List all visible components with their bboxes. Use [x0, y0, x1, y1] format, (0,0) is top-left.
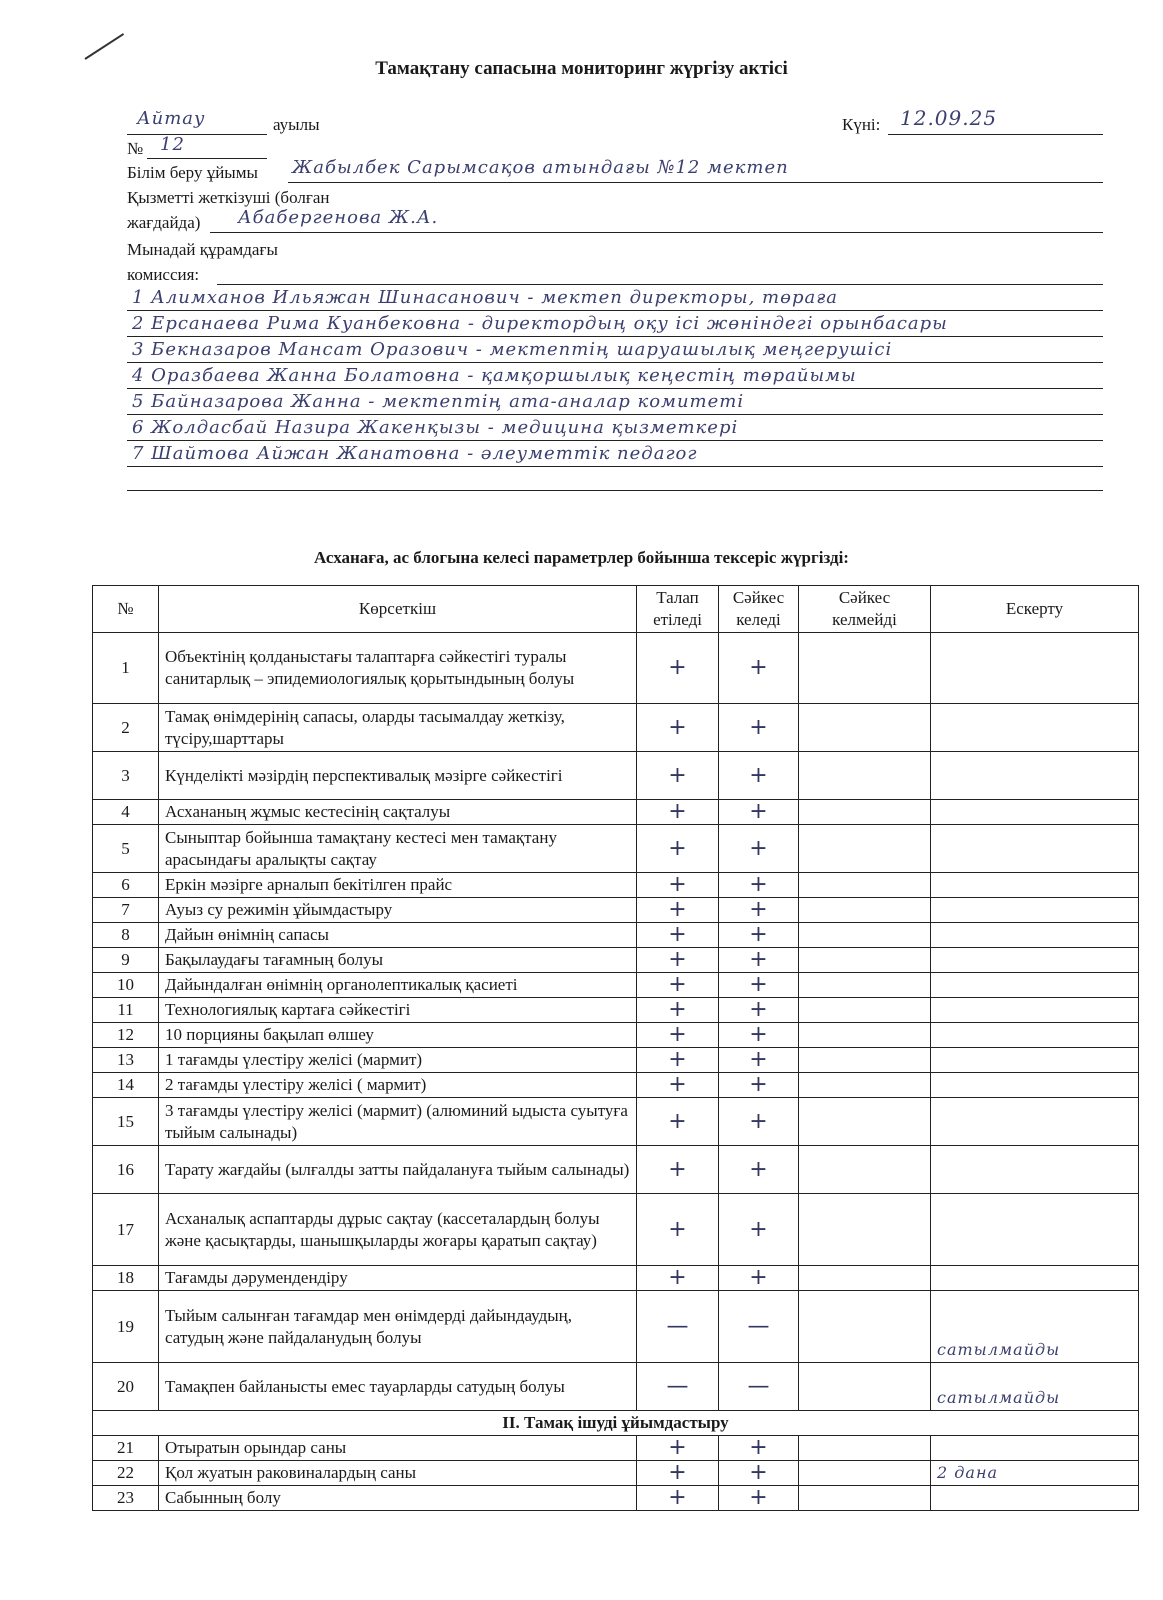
check-mark: + [719, 948, 799, 973]
check-mark: + [719, 898, 799, 923]
provider-underline [210, 232, 1103, 233]
check-mark [799, 1194, 931, 1266]
indicator-text: 10 порцияны бақылап өлшеу [159, 1023, 637, 1048]
check-mark [799, 1436, 931, 1461]
indicator-text: Күнделікті мәзірдің перспективалық мәзірге сәйкестігі [159, 752, 637, 800]
note-cell [931, 1266, 1139, 1291]
col-header-required [637, 586, 719, 633]
indicator-text: 3 тағамды үлестіру желісі (мармит) (алюминий ыдыста суытуға тыйым салынады) [159, 1098, 637, 1146]
village-label: ауылы [273, 115, 320, 134]
note-cell [931, 1436, 1139, 1461]
table-row [93, 1486, 1139, 1511]
row-number: 9 [93, 948, 159, 973]
check-mark [799, 1073, 931, 1098]
col-header-note: Ескерту [931, 586, 1139, 633]
section2-title: II. Тамақ ішуді ұйымдастыру [93, 1411, 1139, 1436]
check-mark: + [637, 1146, 719, 1194]
check-mark: + [719, 1486, 799, 1511]
row-number: 20 [93, 1363, 159, 1411]
check-mark: + [719, 1461, 799, 1486]
col-header-num: № [93, 586, 159, 633]
number-label: № [127, 139, 144, 158]
inspection-table [92, 585, 1139, 1511]
indicator-text: Отыратын орындар саны [159, 1436, 637, 1461]
table-row [93, 1098, 1139, 1146]
check-mark: + [719, 633, 799, 704]
row-number: 5 [93, 825, 159, 873]
table-row [93, 704, 1139, 752]
village-underline [127, 134, 267, 135]
table-row [93, 752, 1139, 800]
col-header-text: Сәйкес [838, 588, 891, 607]
check-mark [799, 1363, 931, 1411]
row-number: 8 [93, 923, 159, 948]
check-mark: + [719, 1023, 799, 1048]
check-mark [799, 1048, 931, 1073]
indicator-text: Қол жуатын раковиналардың саны [159, 1461, 637, 1486]
commission-line [127, 310, 1103, 311]
indicator-text: Тағамды дәрумендендіру [159, 1266, 637, 1291]
check-mark [799, 825, 931, 873]
check-mark: + [719, 825, 799, 873]
check-mark: + [719, 1098, 799, 1146]
check-mark: + [637, 948, 719, 973]
check-mark: + [719, 1146, 799, 1194]
indicator-text: Тарату жағдайы (ылғалды затты пайдалануға тыйым салынады) [159, 1146, 637, 1194]
note-cell [931, 1073, 1139, 1098]
check-mark [799, 1146, 931, 1194]
col-header-text: Сәйкес [732, 588, 785, 607]
col-header-noncompliant [799, 586, 931, 633]
check-mark: + [637, 873, 719, 898]
org-label: Білім беру ұйымы [127, 163, 258, 182]
commission-underline [217, 284, 1103, 285]
row-number: 6 [93, 873, 159, 898]
check-mark [799, 800, 931, 825]
table-header-row [93, 586, 1139, 633]
check-mark: + [637, 1023, 719, 1048]
document-title: Тамақтану сапасына мониторинг жүргізу актісі [375, 58, 788, 79]
check-mark [799, 973, 931, 998]
table-row [93, 998, 1139, 1023]
row-number: 3 [93, 752, 159, 800]
indicator-text: Ауыз су режимін ұйымдастыру [159, 898, 637, 923]
check-mark [799, 752, 931, 800]
note-cell [931, 898, 1139, 923]
table-row [93, 873, 1139, 898]
check-mark: + [637, 1194, 719, 1266]
col-header-text: келмейді [832, 610, 897, 629]
row-number: 16 [93, 1146, 159, 1194]
commission-line [127, 466, 1103, 467]
check-mark [799, 704, 931, 752]
row-number: 4 [93, 800, 159, 825]
note-cell [931, 633, 1139, 704]
row-number: 19 [93, 1291, 159, 1363]
row-number: 10 [93, 973, 159, 998]
check-mark: + [637, 1073, 719, 1098]
check-mark: + [719, 973, 799, 998]
check-mark: + [719, 998, 799, 1023]
commission-line [127, 388, 1103, 389]
col-header-text: келеді [736, 610, 781, 629]
check-mark: + [637, 752, 719, 800]
row-number: 23 [93, 1486, 159, 1511]
commission-label-line1: Мынадай құрамдағы [127, 240, 278, 259]
check-mark: + [637, 825, 719, 873]
table-row [93, 898, 1139, 923]
check-mark: + [637, 998, 719, 1023]
table-row [93, 1194, 1139, 1266]
indicator-text: Технологиялық картаға сәйкестігі [159, 998, 637, 1023]
note-cell [931, 873, 1139, 898]
note-cell [931, 1146, 1139, 1194]
org-underline [288, 182, 1103, 183]
note-cell [931, 973, 1139, 998]
row-number: 22 [93, 1461, 159, 1486]
check-mark: + [637, 1486, 719, 1511]
table-row [93, 1363, 1139, 1411]
check-mark [799, 948, 931, 973]
commission-line [127, 362, 1103, 363]
commission-member: 2 Ерсанаева Рима Куанбековна - директордың оқу ісі жөніндегі орынбасары [132, 313, 948, 334]
commission-line [127, 440, 1103, 441]
row-number: 17 [93, 1194, 159, 1266]
commission-line [127, 414, 1103, 415]
indicator-text: Тамақпен байланысты емес тауарларды сатудың болуы [159, 1363, 637, 1411]
check-mark [799, 633, 931, 704]
check-mark: + [719, 1073, 799, 1098]
check-mark: + [637, 1266, 719, 1291]
check-mark: + [719, 1194, 799, 1266]
pen-stroke-mark [84, 33, 124, 60]
indicator-text: Дайындалған өнімнің органолептикалық қасиеті [159, 973, 637, 998]
col-header-compliant [719, 586, 799, 633]
row-number: 2 [93, 704, 159, 752]
indicator-text: Сыныптар бойынша тамақтану кестесі мен тамақтану арасындағы аралықты сақтау [159, 825, 637, 873]
check-mark: + [637, 800, 719, 825]
check-mark: + [637, 1461, 719, 1486]
note-cell [931, 948, 1139, 973]
indicator-text: Асхананың жұмыс кестесінің сақталуы [159, 800, 637, 825]
check-mark: + [637, 633, 719, 704]
table-row [93, 1073, 1139, 1098]
check-mark [799, 1461, 931, 1486]
commission-label-line2: комиссия: [127, 265, 200, 284]
commission-member: 3 Бекназаров Мансат Оразович - мектептің шаруашылық меңгерушісі [132, 339, 893, 360]
note-cell [931, 1048, 1139, 1073]
table-row [93, 1023, 1139, 1048]
check-mark: + [637, 923, 719, 948]
commission-member: 4 Оразбаева Жанна Болатовна - қамқоршылық кеңестің төрайымы [132, 365, 857, 386]
table-row [93, 825, 1139, 873]
provider-label-line2: жағдайда) [127, 213, 201, 232]
table-row [93, 633, 1139, 704]
check-mark [799, 1023, 931, 1048]
col-header-text: Талап [656, 588, 699, 607]
note-cell: сатылмайды [931, 1291, 1139, 1363]
provider-value: Абабергенова Ж.А. [238, 207, 439, 228]
note-cell: 2 дана [931, 1461, 1139, 1486]
check-mark: + [719, 873, 799, 898]
check-mark: — [719, 1291, 799, 1363]
date-label: Күні: [842, 115, 881, 134]
check-mark [799, 898, 931, 923]
check-mark [799, 998, 931, 1023]
table-row [93, 1461, 1139, 1486]
check-mark: + [719, 752, 799, 800]
village-value: Айтау [137, 108, 206, 129]
note-cell [931, 998, 1139, 1023]
section2-header-row [93, 1411, 1139, 1436]
org-value: Жабылбек Сарымсақов атындағы №12 мектеп [292, 157, 789, 178]
commission-line [127, 336, 1103, 337]
indicator-text: Объектінің қолданыстағы талаптарға сәйкестігі туралы санитарлық – эпидемиологиялық қорытындының болуы [159, 633, 637, 704]
indicator-text: Тыйым салынған тағамдар мен өнімдерді дайындаудың, сатудың және пайдаланудың болуы [159, 1291, 637, 1363]
row-number: 11 [93, 998, 159, 1023]
check-mark: — [637, 1291, 719, 1363]
check-mark: + [719, 1436, 799, 1461]
check-mark: — [637, 1363, 719, 1411]
note-cell [931, 825, 1139, 873]
row-number: 18 [93, 1266, 159, 1291]
table-row [93, 973, 1139, 998]
check-mark: + [719, 704, 799, 752]
table-row [93, 1291, 1139, 1363]
commission-member: 7 Шайтова Айжан Жанатовна - әлеуметтік педагог [132, 443, 698, 464]
row-number: 12 [93, 1023, 159, 1048]
check-mark [799, 1486, 931, 1511]
commission-member: 1 Алимханов Ильяжан Шинасанович - мектеп директоры, төраға [132, 287, 839, 308]
check-mark: + [719, 800, 799, 825]
row-number: 7 [93, 898, 159, 923]
check-mark [799, 923, 931, 948]
commission-member: 5 Байназарова Жанна - мектептің ата-аналар комитеті [132, 391, 745, 412]
row-number: 15 [93, 1098, 159, 1146]
note-cell [931, 1023, 1139, 1048]
check-mark: + [637, 898, 719, 923]
check-mark [799, 1291, 931, 1363]
note-cell [931, 1486, 1139, 1511]
check-mark: + [637, 1048, 719, 1073]
indicator-text: Сабынның болу [159, 1486, 637, 1511]
table-row [93, 1146, 1139, 1194]
table-row [93, 800, 1139, 825]
note-cell [931, 923, 1139, 948]
col-header-indicator: Көрсеткіш [159, 586, 637, 633]
note-cell [931, 752, 1139, 800]
date-underline [888, 134, 1103, 135]
section-title: Асханаға, ас блогына келесі параметрлер бойынша тексеріс жүргізді: [314, 548, 849, 567]
commission-member: 6 Жолдасбай Назира Жакенқызы - медицина қызметкері [132, 417, 739, 438]
note-cell [931, 1194, 1139, 1266]
check-mark: + [637, 1098, 719, 1146]
note-cell: сатылмайды [931, 1363, 1139, 1411]
table-row [93, 1048, 1139, 1073]
date-value: 12.09.25 [900, 106, 998, 130]
check-mark [799, 873, 931, 898]
indicator-text: Еркін мәзірге арналып бекітілген прайс [159, 873, 637, 898]
check-mark: + [637, 1436, 719, 1461]
indicator-text: Тамақ өнімдерінің сапасы, оларды тасымалдау жеткізу, түсіру,шарттары [159, 704, 637, 752]
note-cell [931, 1098, 1139, 1146]
table-row [93, 1266, 1139, 1291]
table-row [93, 923, 1139, 948]
indicator-text: Асханалық аспаптарды дұрыс сақтау (кассеталардың болуы және қасықтарды, шанышқыларды жоғары қаратып сақтау) [159, 1194, 637, 1266]
check-mark: + [637, 704, 719, 752]
number-value: 12 [160, 134, 185, 155]
note-cell [931, 800, 1139, 825]
table-row [93, 948, 1139, 973]
check-mark: + [719, 1266, 799, 1291]
check-mark: — [719, 1363, 799, 1411]
check-mark: + [637, 973, 719, 998]
row-number: 13 [93, 1048, 159, 1073]
note-cell [931, 704, 1139, 752]
check-mark [799, 1266, 931, 1291]
indicator-text: Бақылаудағы тағамның болуы [159, 948, 637, 973]
number-underline [147, 158, 267, 159]
commission-line-empty [127, 490, 1103, 491]
provider-label-line1: Қызметті жеткізуші (болған [127, 188, 330, 207]
check-mark: + [719, 1048, 799, 1073]
col-header-text: етіледі [653, 610, 702, 629]
indicator-text: 2 тағамды үлестіру желісі ( мармит) [159, 1073, 637, 1098]
table-row [93, 1436, 1139, 1461]
row-number: 14 [93, 1073, 159, 1098]
indicator-text: 1 тағамды үлестіру желісі (мармит) [159, 1048, 637, 1073]
row-number: 21 [93, 1436, 159, 1461]
check-mark: + [719, 923, 799, 948]
row-number: 1 [93, 633, 159, 704]
indicator-text: Дайын өнімнің сапасы [159, 923, 637, 948]
check-mark [799, 1098, 931, 1146]
